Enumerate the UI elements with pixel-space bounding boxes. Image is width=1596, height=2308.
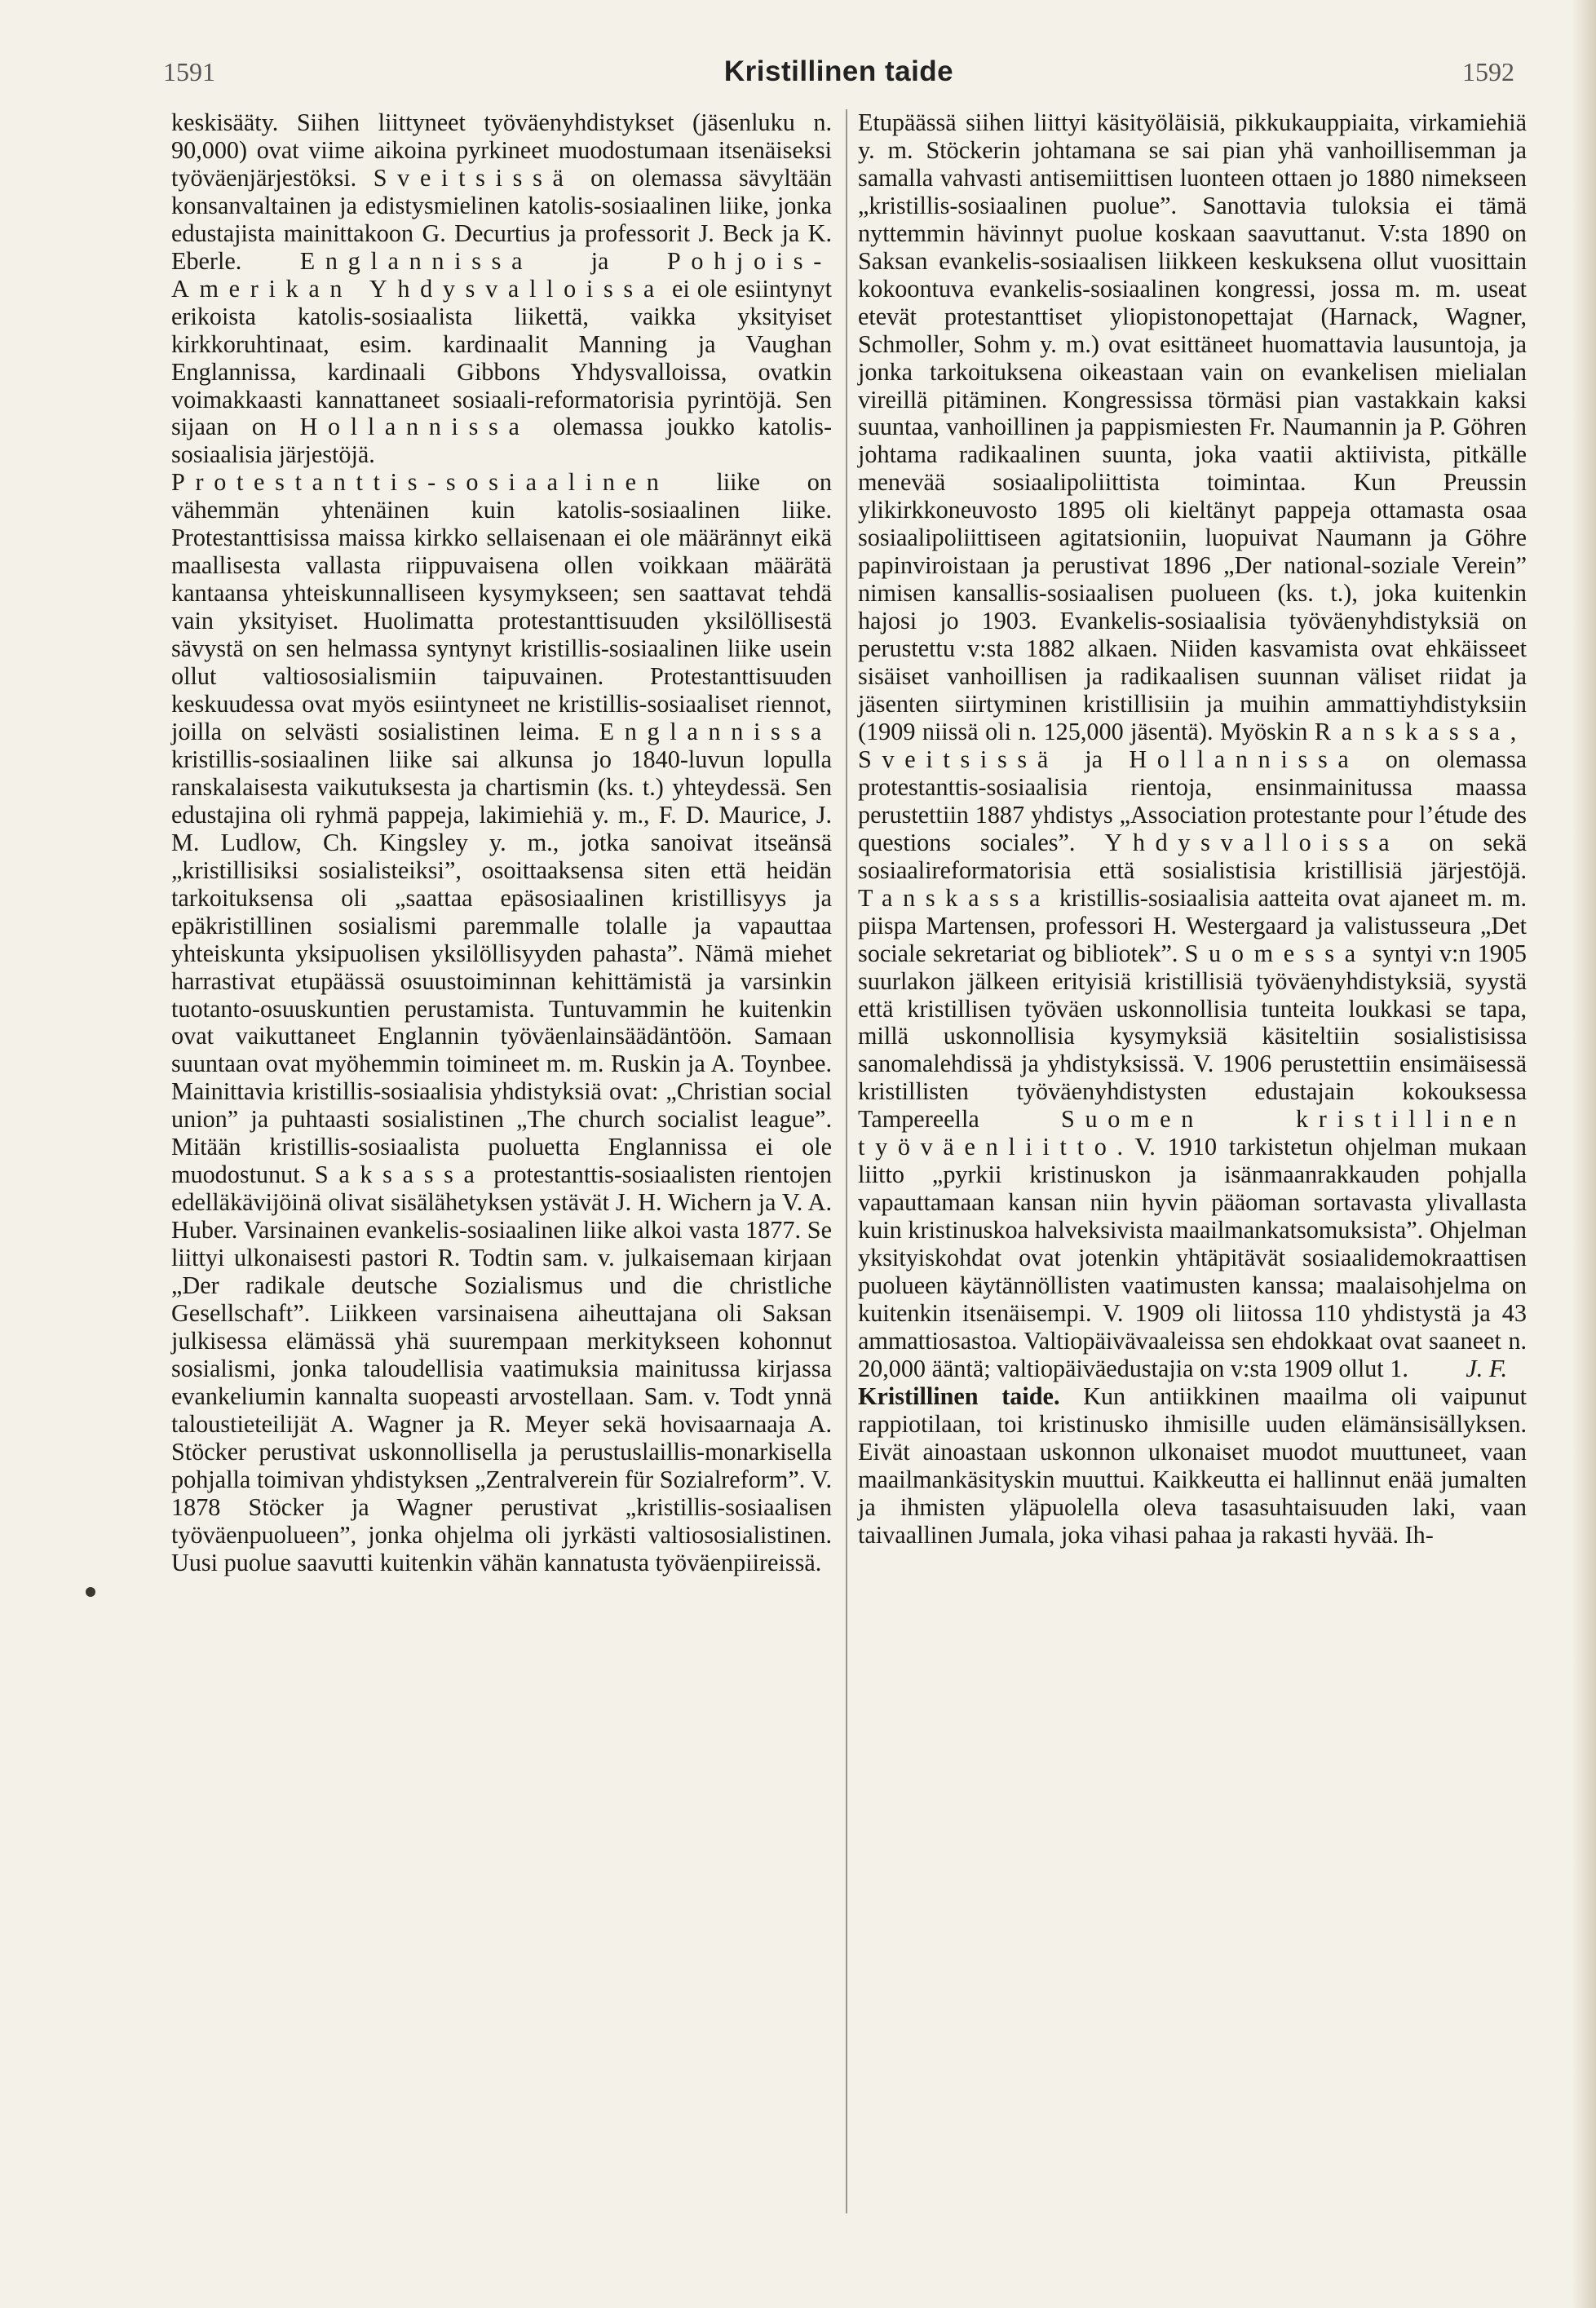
spaced-emphasis: Saksassa bbox=[314, 1161, 485, 1189]
column-divider bbox=[846, 109, 847, 2213]
text-run: ja bbox=[1058, 745, 1130, 773]
spaced-emphasis: Englannissa bbox=[299, 246, 533, 275]
text-run: kristillis-sosiaalinen liike sai alkunsa jo 1840-luvun lopulla ranskalaisesta vaikutuksesta ja chartismin (ks. t.) yhteydessä. Sen edustajina oli ryhmä pappeja, lakimiehiä y. m., F. D. Maurice, J. M. Ludlow, Ch. Kingsley y. m., jotka sanoivat itseänsä „kristillisiksi sosialisteiksi”, osoittaaksensa siten että heidän tarkoituksensa oli „saattaa epäsosiaalinen kristillisyys ja epäkristillinen sosialismi paremmalle tolalle ja vapauttaa yhteiskunta yksipuolisen yksilöllisyyden pahasta”. Nämä miehet harrastivat etupäässä osuustoiminnan kehittämistä ja varsinkin tuotanto-osuuskuntien perustamista. Tuntuvammin he kuitenkin ovat vaikuttaneet Englannin työväenlainsäädäntöön. Samaan suuntaan ovat myöhemmin toimineet m. m. Ruskin ja A. Toynbee. Mainittavia kristillis-sosiaalisia yhdistyksiä ovat: „Christian social union” ja puhtaasti sosialistinen „The church socialist league”. Mitään kristillis-sosiaalista puoluetta Englannissa ei ole muodostunut. bbox=[171, 745, 832, 1189]
text-run: on olemassa protestanttis-sosiaalisia rientoja, ensinmainitussa maassa perustettiin 1887 yhdistys „Association protestante pour l’étude des questions sociales”. bbox=[858, 745, 1527, 856]
spaced-emphasis: Suomen kristillinen työväenliitto bbox=[858, 1105, 1527, 1161]
text-run: liike on vähemmän yhtenäinen kuin katolis-sosiaalinen liike. Protestanttisissa maissa kirkko sellaisenaan ei ole määrännyt eikä maallisesta vallasta riippuvaisena ollen voikkaan määrätä kantaansa yhteiskunnalliseen kysymykseen; sen saattavat tehdä vain yksityiset. Huolimatta protestanttisuuden yksilöllisestä sävystä on sen helmassa syntynyt kristillis-sosiaalinen liike usein ollut valtiososialismiin taipuvainen. Protestanttisuuden keskuudessa ovat myös esiintyneet ne kristillis-sosiaaliset riennot, joilla on selvästi sosialistinen leima. bbox=[171, 468, 832, 745]
spaced-emphasis: Englannissa bbox=[599, 717, 832, 745]
spaced-emphasis: Hollannissa bbox=[1129, 745, 1359, 773]
paragraph bbox=[171, 109, 832, 469]
text-run: Kun antiikkinen maailma oli vaipunut rappiotilaan, toi kristinusko ihmisille uuden elämänsisällyksen. Eivät ainoastaan uskonnon ulkonaiset muodot muuttuneet, vaan maailmankäsityskin muuttui. Kaikkeutta ei hallinnut enää jumalten ja ihmisten yläpuolella oleva tasasuhtaisuuden laki, vaan taivaallinen Jumala, joka vihasi pahaa ja rakasti hyvää. Ih- bbox=[858, 1382, 1527, 1549]
text-run: ei ole esiintynyt erikoista katolis-sosiaalista liikettä, vaikka yksityiset kirkkoruhtinaat, esim. kardinaalit Manning ja Vaughan Englannissa, kardinaali Gibbons Yhdysvalloissa, ovatkin voimakkaasti kannattaneet sosiaali-reformatorisia pyrintöjä. Sen sijaan on bbox=[171, 274, 832, 441]
running-title: Kristillinen taide bbox=[723, 55, 954, 87]
text-run: syntyi v:n 1905 suurlakon jälkeen erityisiä kristillisiä työväenyhdistyksiä, syystä että kristillisen työväen uskonnollisia tunteita loukkasi se tapa, millä uskonnollisia kysymyksiä käsiteltiin sosialistisissa sanomalehdissä ja yhdistyksissä. V. 1906 perustettiin ensimäisessä kristillisten työväenyhdistysten edustajain kokouksessa Tampereella bbox=[858, 939, 1527, 1134]
right-column bbox=[858, 109, 1527, 1550]
paragraph bbox=[171, 469, 832, 1576]
text-run: . V. 1910 tarkistetun ohjelman mukaan liitto „pyrkii kristinuskon ja isänmaanrakkauden pohjalla vapauttamaan kansan niin hyvin pääoman sortavasta ylivallasta kuin kristinuskoa halveksivista maailmankatsomuksista”. Ohjelman yksityiskohdat ovat jotenkin yhtäpitävät sosiaalidemokraattisen puolueen käytännöllisten vaatimusten kanssa; maalaisohjelma on kuitenkin itsenäisempi. V. 1909 oli liitossa 110 yhdistystä ja 43 ammattiosastoa. Valtiopäivävaaleissa sen ehdokkaat ovat saaneet n. 20,000 ääntä; valtiopäiväedustajia on v:sta 1909 ollut 1. bbox=[858, 1133, 1527, 1382]
text-run: Etupäässä siihen liittyi käsityöläisiä, pikkukauppiaita, virkamiehiä y. m. Stöckerin johtamana se sai pian yhä vanhoillisemman ja samalla vahvasti antisemiittisen luonteen ottaen jo 1880 nimekseen „kristillis-sosiaalinen puolue”. Sanottavia tuloksia ei tämä nyttemmin hävinnyt puolue koskaan saavuttanut. V:sta 1890 on Saksan evankelis-sosiaalisen liikkeen keskuksena ollut vuosittain kokoontuva evankelis-sosiaalinen kongressi, jossa m. m. useat etevät protestanttiset yliopistonopettajat (Harnack, Wagner, Schmoller, Sohm y. m.) ovat esittäneet huomattavia lausuntoja, ja jonka tarkoituksena oikeastaan vain on evankelisen mielialan vireillä pitäminen. Kongressissa törmäsi pian vastakkain kaksi suuntaa, vanhoillinen ja pappismiesten Fr. Naumannin ja P. Göhren johtama radikaalinen suunta, joka vaatii aktiivista, pitkälle menevää sosiaalipoliittista toimintaa. Kun Preussin ylikirkkoneuvosto 1895 oli kieltänyt pappeja ottamasta osaa sosiaalipoliittiseen agitatsioniin, luopuivat Naumann ja Göhre papinviroistaan ja perustivat 1896 „Der national-soziale Verein” nimisen kansallis-sosiaalisen puolueen (ks. t.), joka kuitenkin hajosi jo 1903. Evankelis-sosiaalisia työväenyhdistyksiä on perustettu v:sta 1882 alkaen. Niiden kasvamista ovat ehkäisseet sisäiset vanhoillisen ja radikaalisen suunnan väliset riidat ja jäsenten siirtyminen kristillisiin ja muihin ammattiyhdistyksiin (1909 niissä oli n. 125,000 jäsentä). Myöskin bbox=[858, 108, 1527, 745]
page-edge-shadow bbox=[1572, 0, 1596, 2308]
text-run: olemassa joukko katolis-sosiaalisia järjestöjä. bbox=[171, 413, 832, 469]
left-column bbox=[171, 109, 832, 1577]
margin-mark bbox=[86, 1587, 95, 1597]
text-run: protestanttis-sosiaalisten rientojen edelläkävijöinä olivat sisälähetyksen ystävät J. H. Wichern ja V. A. Huber. Varsinainen evankelis-sosiaalinen liike alkoi vasta 1877. Se liittyi ulkonaisesti pastori R. Todtin sam. v. julkaisemaan kirjaan „Der radikale deutsche Sozialismus und die christliche Gesellschaft”. Liikkeen varsinaisena aiheuttajana oli Saksan julkisessa elämässä yhä suurempaan merkitykseen kohonnut sosialismi, jonka taloudellisia vaatimuksia mainitussa kirjassa evankeliumin kannalta suopeasti arvostellaan. Sam. v. Todt ynnä taloustieteilijät A. Wagner ja R. Meyer sekä hovisaarnaaja A. Stöcker perustivat uskonnollisella ja perustuslaillis-monarkisella pohjalla toimivan yhdistyksen „Zentralverein für Sozialreform”. V. 1878 Stöcker ja Wagner perustivat „kristillis-sosiaalisen työväenpuolueen”, jonka ohjelma oli jyrkästi valtiososialistinen. Uusi puolue saavutti kuitenkin vähän kannatusta työväenpiireissä. bbox=[171, 1161, 832, 1576]
spaced-emphasis: Yhdysvalloissa bbox=[1104, 828, 1400, 856]
text-run: kristillis-sosiaalisia aatteita ovat ajaneet m. m. piispa Martensen, professori H. Westergaard ja valistusseura „Det sociale sekretariat og bibliotek”. bbox=[858, 883, 1527, 967]
left-page-number: 1591 bbox=[163, 56, 215, 86]
page-header bbox=[163, 47, 1514, 96]
author-initials: J. F. bbox=[1466, 1354, 1507, 1382]
text-run: ja bbox=[533, 246, 667, 275]
text-run: on sekä sosiaalireformatorisia että sosialistisia kristillisiä järjestöjä. bbox=[858, 828, 1527, 884]
text-run: on olemassa sävyltään konsanvaltainen ja edistysmielinen katolis-sosiaalinen liike, jonka edustajista mainittakoon G. Decurtius ja professorit J. Beck ja K. Eberle. bbox=[171, 163, 833, 275]
spaced-emphasis: Suomessa bbox=[1184, 939, 1366, 967]
text-run: keskisääty. Siihen liittyneet työväenyhdistykset (jäsenluku n. 90,000) ovat viime aikoina pyrkineet muodostumaan itsenäiseksi työväenjärjestöksi. bbox=[171, 108, 832, 192]
spaced-emphasis: Pohjois-Amerikan Yhdysvalloissa bbox=[171, 246, 832, 303]
paragraph bbox=[858, 109, 1527, 1383]
spaced-emphasis: Ranskassa, Sveitsissä bbox=[858, 717, 1527, 773]
paragraph bbox=[858, 1383, 1527, 1550]
article-headword: Kristillinen taide. bbox=[858, 1382, 1060, 1410]
spaced-emphasis: Tanskassa bbox=[858, 883, 1051, 912]
spaced-emphasis: Sveitsissä bbox=[373, 163, 574, 192]
right-page-number: 1592 bbox=[1462, 56, 1514, 86]
spaced-emphasis: Hollannissa bbox=[299, 413, 530, 441]
spaced-emphasis: Protestanttis-sosiaalinen bbox=[171, 468, 670, 497]
